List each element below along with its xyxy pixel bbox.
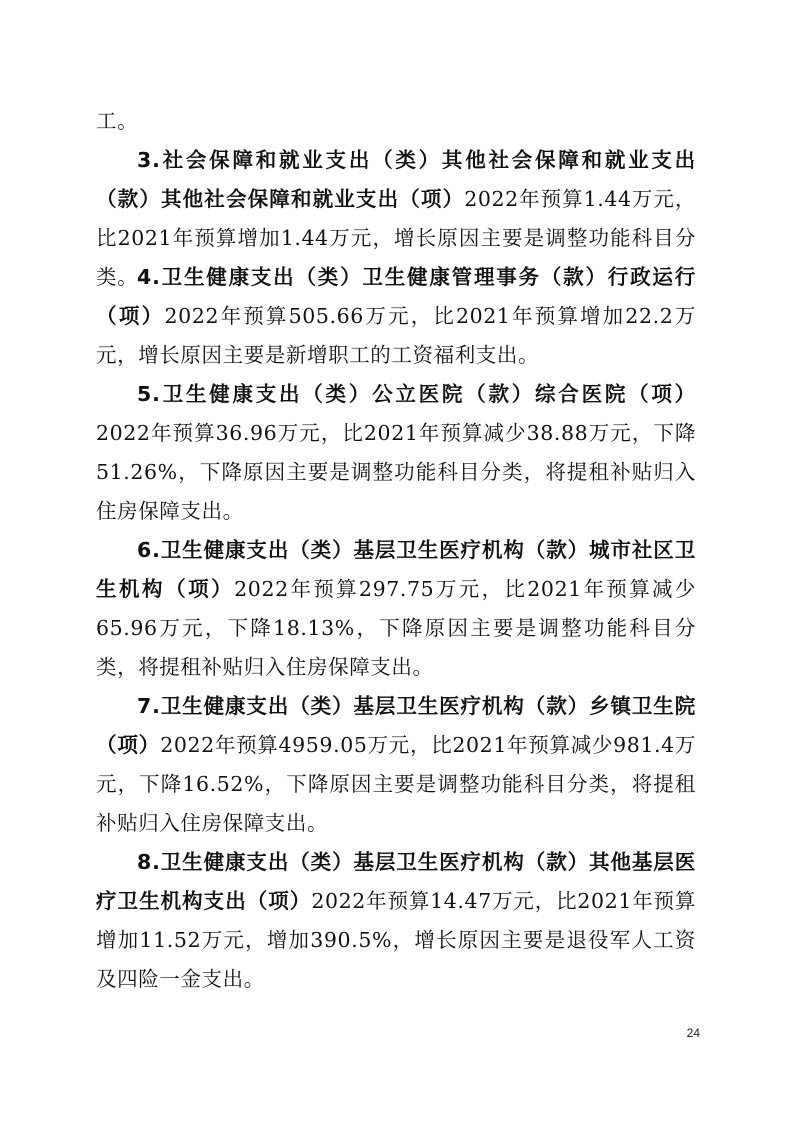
item-heading: 7.卫生健康支出（类）基层卫生医疗机构（款）乡镇卫生院（项）: [96, 694, 696, 757]
paragraph-body: 2022年预算14.47万元，比2021年预算增加11.52万元，增加390.5%，增长原因主要是退役军人工资及四险一金支出。: [96, 889, 696, 991]
paragraph-body: 工。: [96, 109, 139, 133]
paragraph-item-5: [96, 375, 696, 531]
paragraph-body: 2022年预算4959.05万元，比2021年预算减少981.4万元，下降16.52%，下降原因主要是调整功能科目分类，将提租补贴归入住房保障支出。: [96, 733, 696, 835]
item-heading: 3.社会保障和就业支出（类）其他社会保障和就业支出（款）其他社会保障和就业支出（项）: [96, 148, 696, 211]
paragraph-item-8: [96, 843, 696, 999]
paragraph-body: 2022年预算1.44万元，比2021年预算增加1.44万元，增长原因主要是调整功能科目分类。: [96, 187, 696, 289]
paragraph-body: 2022年预算505.66万元，比2021年预算增加22.2万元，增长原因主要是新增职工的工资福利支出。: [96, 304, 696, 367]
item-heading: 4.卫生健康支出（类）卫生健康管理事务（款）行政运行（项）: [96, 265, 696, 328]
paragraph-item-7: [96, 687, 696, 843]
paragraph-item-6: [96, 531, 696, 687]
paragraph-body: 2022年预算36.96万元，比2021年预算减少38.88万元，下降51.26%，下降原因主要是调整功能科目分类，将提租补贴归入住房保障支出。: [96, 421, 696, 523]
paragraph-item-4: [96, 258, 696, 375]
paragraph-body: 2022年预算297.75万元，比2021年预算减少65.96万元，下降18.13%，下降原因主要是调整功能科目分类，将提租补贴归入住房保障支出。: [96, 577, 696, 679]
paragraph-continuation: [96, 102, 696, 141]
item-heading: 5.卫生健康支出（类）公立医院（款）综合医院（项）: [137, 382, 696, 406]
item-heading: 6.卫生健康支出（类）基层卫生医疗机构（款）城市社区卫生机构（项）: [96, 538, 696, 601]
page-number: 24: [686, 1026, 700, 1040]
item-heading: 8.卫生健康支出（类）基层卫生医疗机构（款）其他基层医疗卫生机构支出（项）: [96, 850, 696, 913]
